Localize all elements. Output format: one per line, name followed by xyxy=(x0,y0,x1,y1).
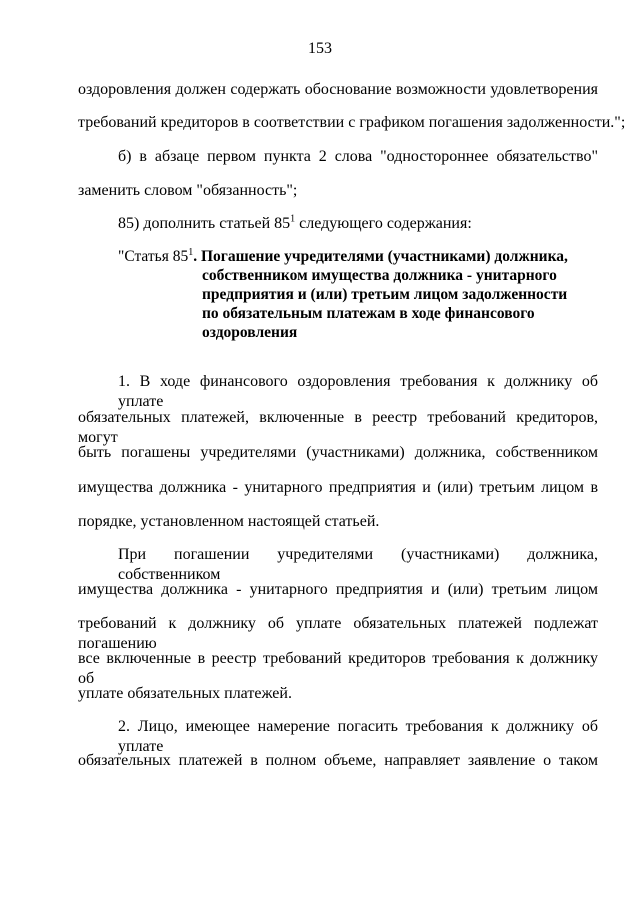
page-number: 153 xyxy=(308,40,332,57)
article-heading xyxy=(118,247,598,342)
paragraph-line: При погашении учредителями (участниками) должника, собственником xyxy=(118,546,598,583)
paragraph-line: 2. Лицо, имеющее намерение погасить требования к должнику об уплате xyxy=(118,718,598,755)
heading-title-line: предприятия и (или) третьим лицом задолженности xyxy=(202,286,568,303)
paragraph-line: требований кредиторов в соответствии с графиком погашения задолженности."; xyxy=(78,114,626,131)
superscript: 1 xyxy=(188,246,194,258)
paragraph-line: все включенные в реестр требований кредиторов требования к должнику об xyxy=(78,650,598,687)
heading-dot: . xyxy=(193,248,198,265)
paragraph-line: быть погашены учредителями (участниками) должника, собственником xyxy=(78,444,598,461)
paragraph-line: уплате обязательных платежей. xyxy=(78,685,292,702)
heading-title-line: Погашение учредителями (участниками) должника, xyxy=(197,248,568,265)
paragraph-line: оздоровления должен содержать обоснование возможности удовлетворения xyxy=(78,81,598,98)
paragraph-line: имущества должника - унитарного предприятия и (или) третьим лицом xyxy=(78,581,598,598)
paragraph-line: требований к должнику об уплате обязательных платежей подлежат погашению xyxy=(78,615,598,652)
heading-prefix: "Статья 85 xyxy=(118,248,189,265)
paragraph-line xyxy=(118,214,472,234)
paragraph-line: 1. В ходе финансового оздоровления требования к должнику об уплате xyxy=(118,373,598,410)
text-fragment: 85) дополнить статьей 85 xyxy=(118,215,291,232)
paragraph-line: обязательных платежей, включенные в реестр требований кредиторов, могут xyxy=(78,409,598,446)
superscript: 1 xyxy=(290,213,296,225)
text-fragment: следующего содержания: xyxy=(295,215,472,232)
heading-title-line: собственником имущества должника - унитарного xyxy=(202,267,557,284)
paragraph-line: имущества должника - унитарного предприятия и (или) третьим лицом в xyxy=(78,479,598,496)
paragraph-line: заменить словом "обязанность"; xyxy=(78,182,298,199)
paragraph-line: обязательных платежей в полном объеме, направляет заявление о таком xyxy=(78,752,598,769)
paragraph-line: порядке, установленном настоящей статьей. xyxy=(78,513,380,530)
paragraph-line: б) в абзаце первом пункта 2 слова "одностороннее обязательство" xyxy=(118,148,598,165)
heading-title-line: оздоровления xyxy=(202,324,298,341)
heading-title-line: по обязательным платежам в ходе финансового xyxy=(202,305,535,322)
